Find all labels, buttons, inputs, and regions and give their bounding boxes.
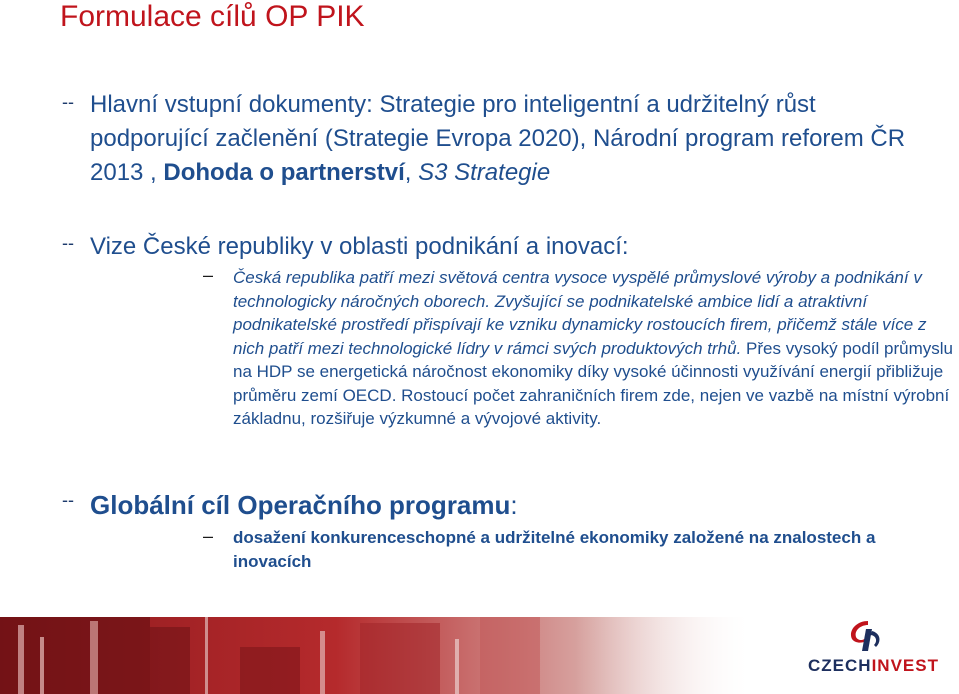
slide-title: Formulace cílů OP PIK (60, 0, 365, 33)
bullet-vision: Vize České republiky v oblasti podnikání a inovací: (90, 233, 629, 260)
czechinvest-logo-text (808, 656, 939, 676)
bullet-marker: -- (62, 233, 74, 253)
logo-text-part2: INVEST (871, 656, 939, 675)
bullet-input-documents (90, 88, 920, 190)
vision-text-italic: Česká republika patří mezi světová centra vysoce vyspělé průmyslové výroby a podnikání v technologicky náročných oborech. Zvyšující se podnikatelské ambice lidí a atraktivní podnikatelské prostředí přispívají ke vzniku dynamicky rostoucích firem, přičemž stále více z nich patří mezi technologické lídry v rámci svých produktových trhů. (233, 268, 927, 358)
bullet-marker: -- (62, 92, 74, 112)
bullet-global-goal (90, 488, 518, 522)
bullet-text-separator: , (404, 159, 419, 186)
global-goal-heading: Globální cíl Operačního programu (90, 490, 511, 520)
bullet-text: Hlavní vstupní dokumenty: Strategie pro inteligentní a udržitelný růst podporující začlenění (Strategie Evropa 2020), Národní program reforem ČR 2013 , (90, 91, 906, 186)
sub-bullet-marker: – (203, 265, 214, 285)
bullet-marker: -- (62, 490, 74, 510)
vision-text (233, 266, 957, 431)
bullet-text-bold: Dohoda o partnerství (163, 159, 405, 186)
logo-text-part1: CZECH (808, 656, 872, 675)
bullet-text-italic: S3 Strategie (418, 159, 551, 186)
vision-text-normal: Přes vysoký podíl průmyslu na HDP se energetická náročnost ekonomiky díky vysoké účinnosti využívání energií přibližuje průměru zemí OECD. Rostoucí počet zahraničních firem zde, nejen ve vazbě na místní výrobní základnu, rozšiřuje výzkumné a vývojové aktivity. (233, 338, 953, 428)
global-goal-text: dosažení konkurenceschopné a udržitelné ekonomiky založené na znalostech a inovacích (233, 528, 876, 571)
sub-bullet-marker: – (203, 526, 214, 546)
global-goal-colon: : (510, 490, 518, 520)
